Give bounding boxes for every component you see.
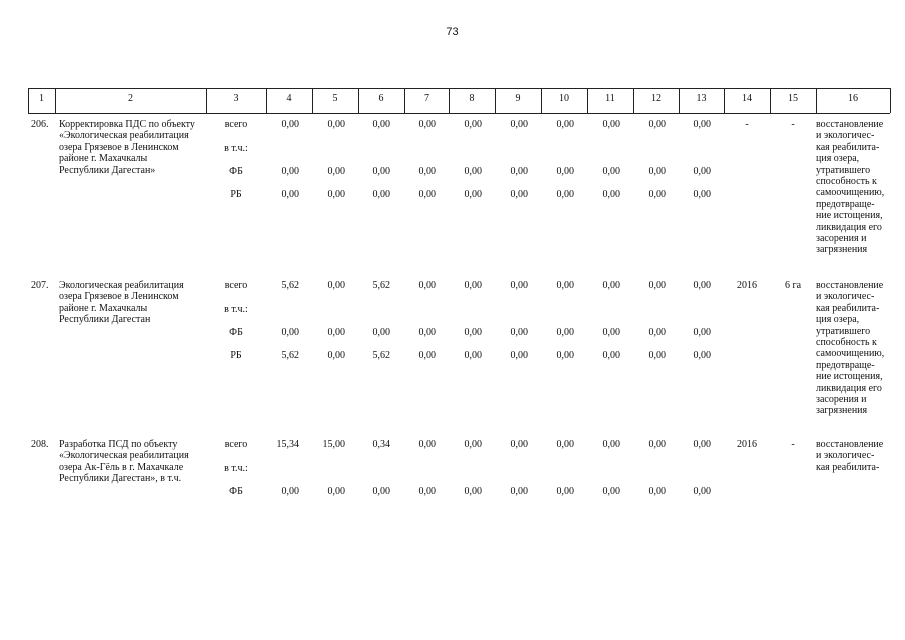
- goal-description-line: самоочищению,: [816, 187, 885, 199]
- value-cell: 0,00: [510, 486, 528, 497]
- value-cell: 0,00: [648, 486, 666, 497]
- value-cell: 5,62: [372, 280, 390, 291]
- column-header: 2: [128, 93, 133, 104]
- column-header: 14: [742, 93, 752, 104]
- row-title: [59, 280, 205, 326]
- goal-description-line: восстановление: [816, 119, 884, 130]
- area-cell: 6 га: [784, 280, 802, 291]
- value-cell: 0,00: [464, 350, 482, 361]
- value-cell: 0,00: [464, 327, 482, 338]
- goal-description-line: и экологичес-: [816, 130, 875, 142]
- column-header: 9: [515, 93, 521, 104]
- row-title: [59, 119, 205, 176]
- row-title-line: районе г. Махачкалы: [59, 153, 148, 165]
- value-cell: 0,00: [648, 327, 666, 338]
- value-cell: 0,00: [372, 119, 390, 130]
- row-title-line: озера Грязевое в Ленинском: [59, 141, 179, 153]
- table-rule: [28, 113, 890, 114]
- area-cell: -: [791, 439, 795, 450]
- column-header: 8: [469, 93, 475, 104]
- subrow-label: РБ: [230, 189, 242, 200]
- column-header: 1: [39, 93, 44, 104]
- value-cell: 0,00: [510, 350, 528, 361]
- value-cell: 0,00: [556, 280, 574, 291]
- value-cell: 0,00: [693, 439, 711, 450]
- goal-description: [816, 119, 892, 256]
- column-header: 12: [651, 93, 661, 104]
- value-cell: 0,00: [464, 189, 482, 200]
- value-cell: 0,00: [418, 280, 436, 291]
- value-cell: 0,00: [556, 327, 574, 338]
- goal-description-line: засорения и: [816, 233, 867, 245]
- value-cell: 0,00: [327, 166, 345, 177]
- column-header: 5: [332, 93, 338, 104]
- value-cell: 0,00: [648, 166, 666, 177]
- value-cell: 0,00: [556, 166, 574, 177]
- value-cell: 0,00: [602, 327, 620, 338]
- value-cell: 0,00: [648, 350, 666, 361]
- goal-description-line: загрязнения: [816, 244, 868, 256]
- row-title-line: районе г. Махачкалы: [59, 302, 148, 314]
- value-cell: 0,00: [556, 486, 574, 497]
- value-cell: 0,00: [556, 189, 574, 200]
- goal-description-line: и экологичес-: [816, 450, 875, 462]
- goal-description-line: восстановление: [816, 280, 884, 291]
- value-cell: 0,00: [693, 327, 711, 338]
- goal-description-line: ция озера,: [816, 153, 860, 165]
- row-number: 208.: [31, 439, 49, 450]
- row-title-line: «Экологическая реабилитация: [59, 130, 189, 142]
- subrow-label: в т.ч.:: [224, 463, 248, 474]
- value-cell: 0,00: [281, 486, 299, 497]
- goal-description-line: кая реабилита-: [816, 141, 880, 153]
- goal-description: [816, 439, 892, 473]
- value-cell: 0,00: [556, 439, 574, 450]
- value-cell: 5,62: [281, 280, 299, 291]
- goal-description-line: предотвраще-: [816, 198, 875, 210]
- goal-description-line: ние истощения,: [816, 210, 883, 222]
- value-cell: 0,00: [510, 119, 528, 130]
- value-cell: 0,00: [693, 280, 711, 291]
- value-cell: 0,00: [693, 119, 711, 130]
- value-cell: 0,00: [602, 486, 620, 497]
- value-cell: 0,00: [510, 280, 528, 291]
- subrow-label: всего: [224, 280, 248, 291]
- value-cell: 0,00: [464, 119, 482, 130]
- value-cell: 5,62: [281, 350, 299, 361]
- column-header: 16: [848, 93, 858, 104]
- value-cell: 0,00: [372, 327, 390, 338]
- year-cell: -: [745, 119, 749, 130]
- row-title-line: озера Ак-Гёль в г. Махачкале: [59, 461, 184, 473]
- value-cell: 0,00: [510, 189, 528, 200]
- column-header: 6: [378, 93, 384, 104]
- goal-description-line: предотвраще-: [816, 359, 875, 371]
- goal-description-line: кая реабилита-: [816, 302, 880, 314]
- value-cell: 0,00: [464, 439, 482, 450]
- value-cell: 0,00: [693, 166, 711, 177]
- value-cell: 0,00: [281, 327, 299, 338]
- value-cell: 0,00: [327, 327, 345, 338]
- value-cell: 0,00: [602, 119, 620, 130]
- value-cell: 0,00: [372, 486, 390, 497]
- subrow-label: ФБ: [229, 486, 243, 497]
- value-cell: 0,00: [510, 327, 528, 338]
- goal-description-line: и экологичес-: [816, 291, 875, 303]
- value-cell: 0,34: [372, 439, 390, 450]
- value-cell: 0,00: [648, 189, 666, 200]
- row-number: 207.: [31, 280, 49, 291]
- goal-description-line: самоочищению,: [816, 348, 885, 360]
- subrow-label: всего: [224, 439, 248, 450]
- row-title-line: «Экологическая реабилитация: [59, 450, 189, 462]
- value-cell: 0,00: [327, 486, 345, 497]
- row-title-line: озера Грязевое в Ленинском: [59, 291, 179, 303]
- value-cell: 0,00: [648, 280, 666, 291]
- value-cell: 0,00: [327, 280, 345, 291]
- value-cell: 15,00: [322, 439, 345, 450]
- row-title-line: Республики Дагестан: [59, 314, 151, 326]
- value-cell: 0,00: [281, 189, 299, 200]
- row-title-line: Экологическая реабилитация: [59, 280, 184, 291]
- value-cell: 0,00: [602, 166, 620, 177]
- goal-description-line: загрязнения: [816, 405, 868, 417]
- column-header: 13: [696, 93, 707, 104]
- goal-description-line: ликвидация его: [816, 221, 882, 233]
- value-cell: 0,00: [510, 439, 528, 450]
- goal-description-line: ние истощения,: [816, 371, 883, 383]
- goal-description-line: ликвидация его: [816, 382, 882, 394]
- goal-description-line: способность к: [816, 337, 877, 349]
- year-cell: 2016: [737, 280, 757, 291]
- value-cell: 0,00: [418, 350, 436, 361]
- subrow-label: в т.ч.:: [224, 304, 248, 315]
- value-cell: 0,00: [648, 119, 666, 130]
- value-cell: 0,00: [418, 439, 436, 450]
- value-cell: 0,00: [418, 119, 436, 130]
- subrow-label: ФБ: [229, 327, 243, 338]
- subrow-label: ФБ: [229, 166, 243, 177]
- goal-description: [816, 280, 892, 417]
- value-cell: 0,00: [372, 189, 390, 200]
- subrow-label: РБ: [230, 350, 242, 361]
- goal-description-line: способность к: [816, 176, 877, 188]
- value-cell: 0,00: [464, 280, 482, 291]
- value-cell: 5,62: [372, 350, 390, 361]
- column-header: 15: [788, 93, 798, 104]
- row-number: 206.: [31, 119, 49, 130]
- value-cell: 0,00: [418, 327, 436, 338]
- value-cell: 0,00: [418, 189, 436, 200]
- column-header: 3: [233, 93, 239, 104]
- value-cell: 0,00: [556, 350, 574, 361]
- row-title-line: Республики Дагестан», в т.ч.: [59, 473, 182, 485]
- value-cell: 15,34: [276, 439, 299, 450]
- column-header: 11: [605, 93, 615, 104]
- value-cell: 0,00: [464, 166, 482, 177]
- goal-description-line: утратившего: [816, 325, 871, 337]
- page-number: 73: [446, 26, 459, 38]
- value-cell: 0,00: [327, 350, 345, 361]
- value-cell: 0,00: [418, 166, 436, 177]
- row-title: [59, 439, 205, 485]
- subrow-label: в т.ч.:: [224, 143, 248, 154]
- table-rule: [28, 88, 890, 89]
- value-cell: 0,00: [418, 486, 436, 497]
- goal-description-line: кая реабилита-: [816, 461, 880, 473]
- value-cell: 0,00: [602, 189, 620, 200]
- value-cell: 0,00: [556, 119, 574, 130]
- value-cell: 0,00: [693, 189, 711, 200]
- value-cell: 0,00: [281, 119, 299, 130]
- value-cell: 0,00: [693, 350, 711, 361]
- value-cell: 0,00: [372, 166, 390, 177]
- value-cell: 0,00: [602, 280, 620, 291]
- value-cell: 0,00: [510, 166, 528, 177]
- value-cell: 0,00: [327, 189, 345, 200]
- header-divider: [890, 88, 891, 113]
- column-header: 7: [424, 93, 429, 104]
- value-cell: 0,00: [464, 486, 482, 497]
- value-cell: 0,00: [602, 439, 620, 450]
- row-title-line: Республики Дагестан»: [59, 164, 156, 176]
- subrow-label: всего: [224, 119, 248, 130]
- row-title-line: Разработка ПСД по объекту: [59, 439, 178, 450]
- row-title-line: Корректировка ПДС по объекту: [59, 119, 195, 130]
- goal-description-line: восстановление: [816, 439, 884, 450]
- year-cell: 2016: [737, 439, 757, 450]
- goal-description-line: утратившего: [816, 164, 871, 176]
- column-header: 4: [286, 93, 292, 104]
- goal-description-line: ция озера,: [816, 314, 860, 326]
- value-cell: 0,00: [693, 486, 711, 497]
- goal-description-line: засорения и: [816, 394, 867, 406]
- value-cell: 0,00: [602, 350, 620, 361]
- value-cell: 0,00: [281, 166, 299, 177]
- area-cell: -: [791, 119, 795, 130]
- column-header: 10: [559, 93, 569, 104]
- value-cell: 0,00: [327, 119, 345, 130]
- value-cell: 0,00: [648, 439, 666, 450]
